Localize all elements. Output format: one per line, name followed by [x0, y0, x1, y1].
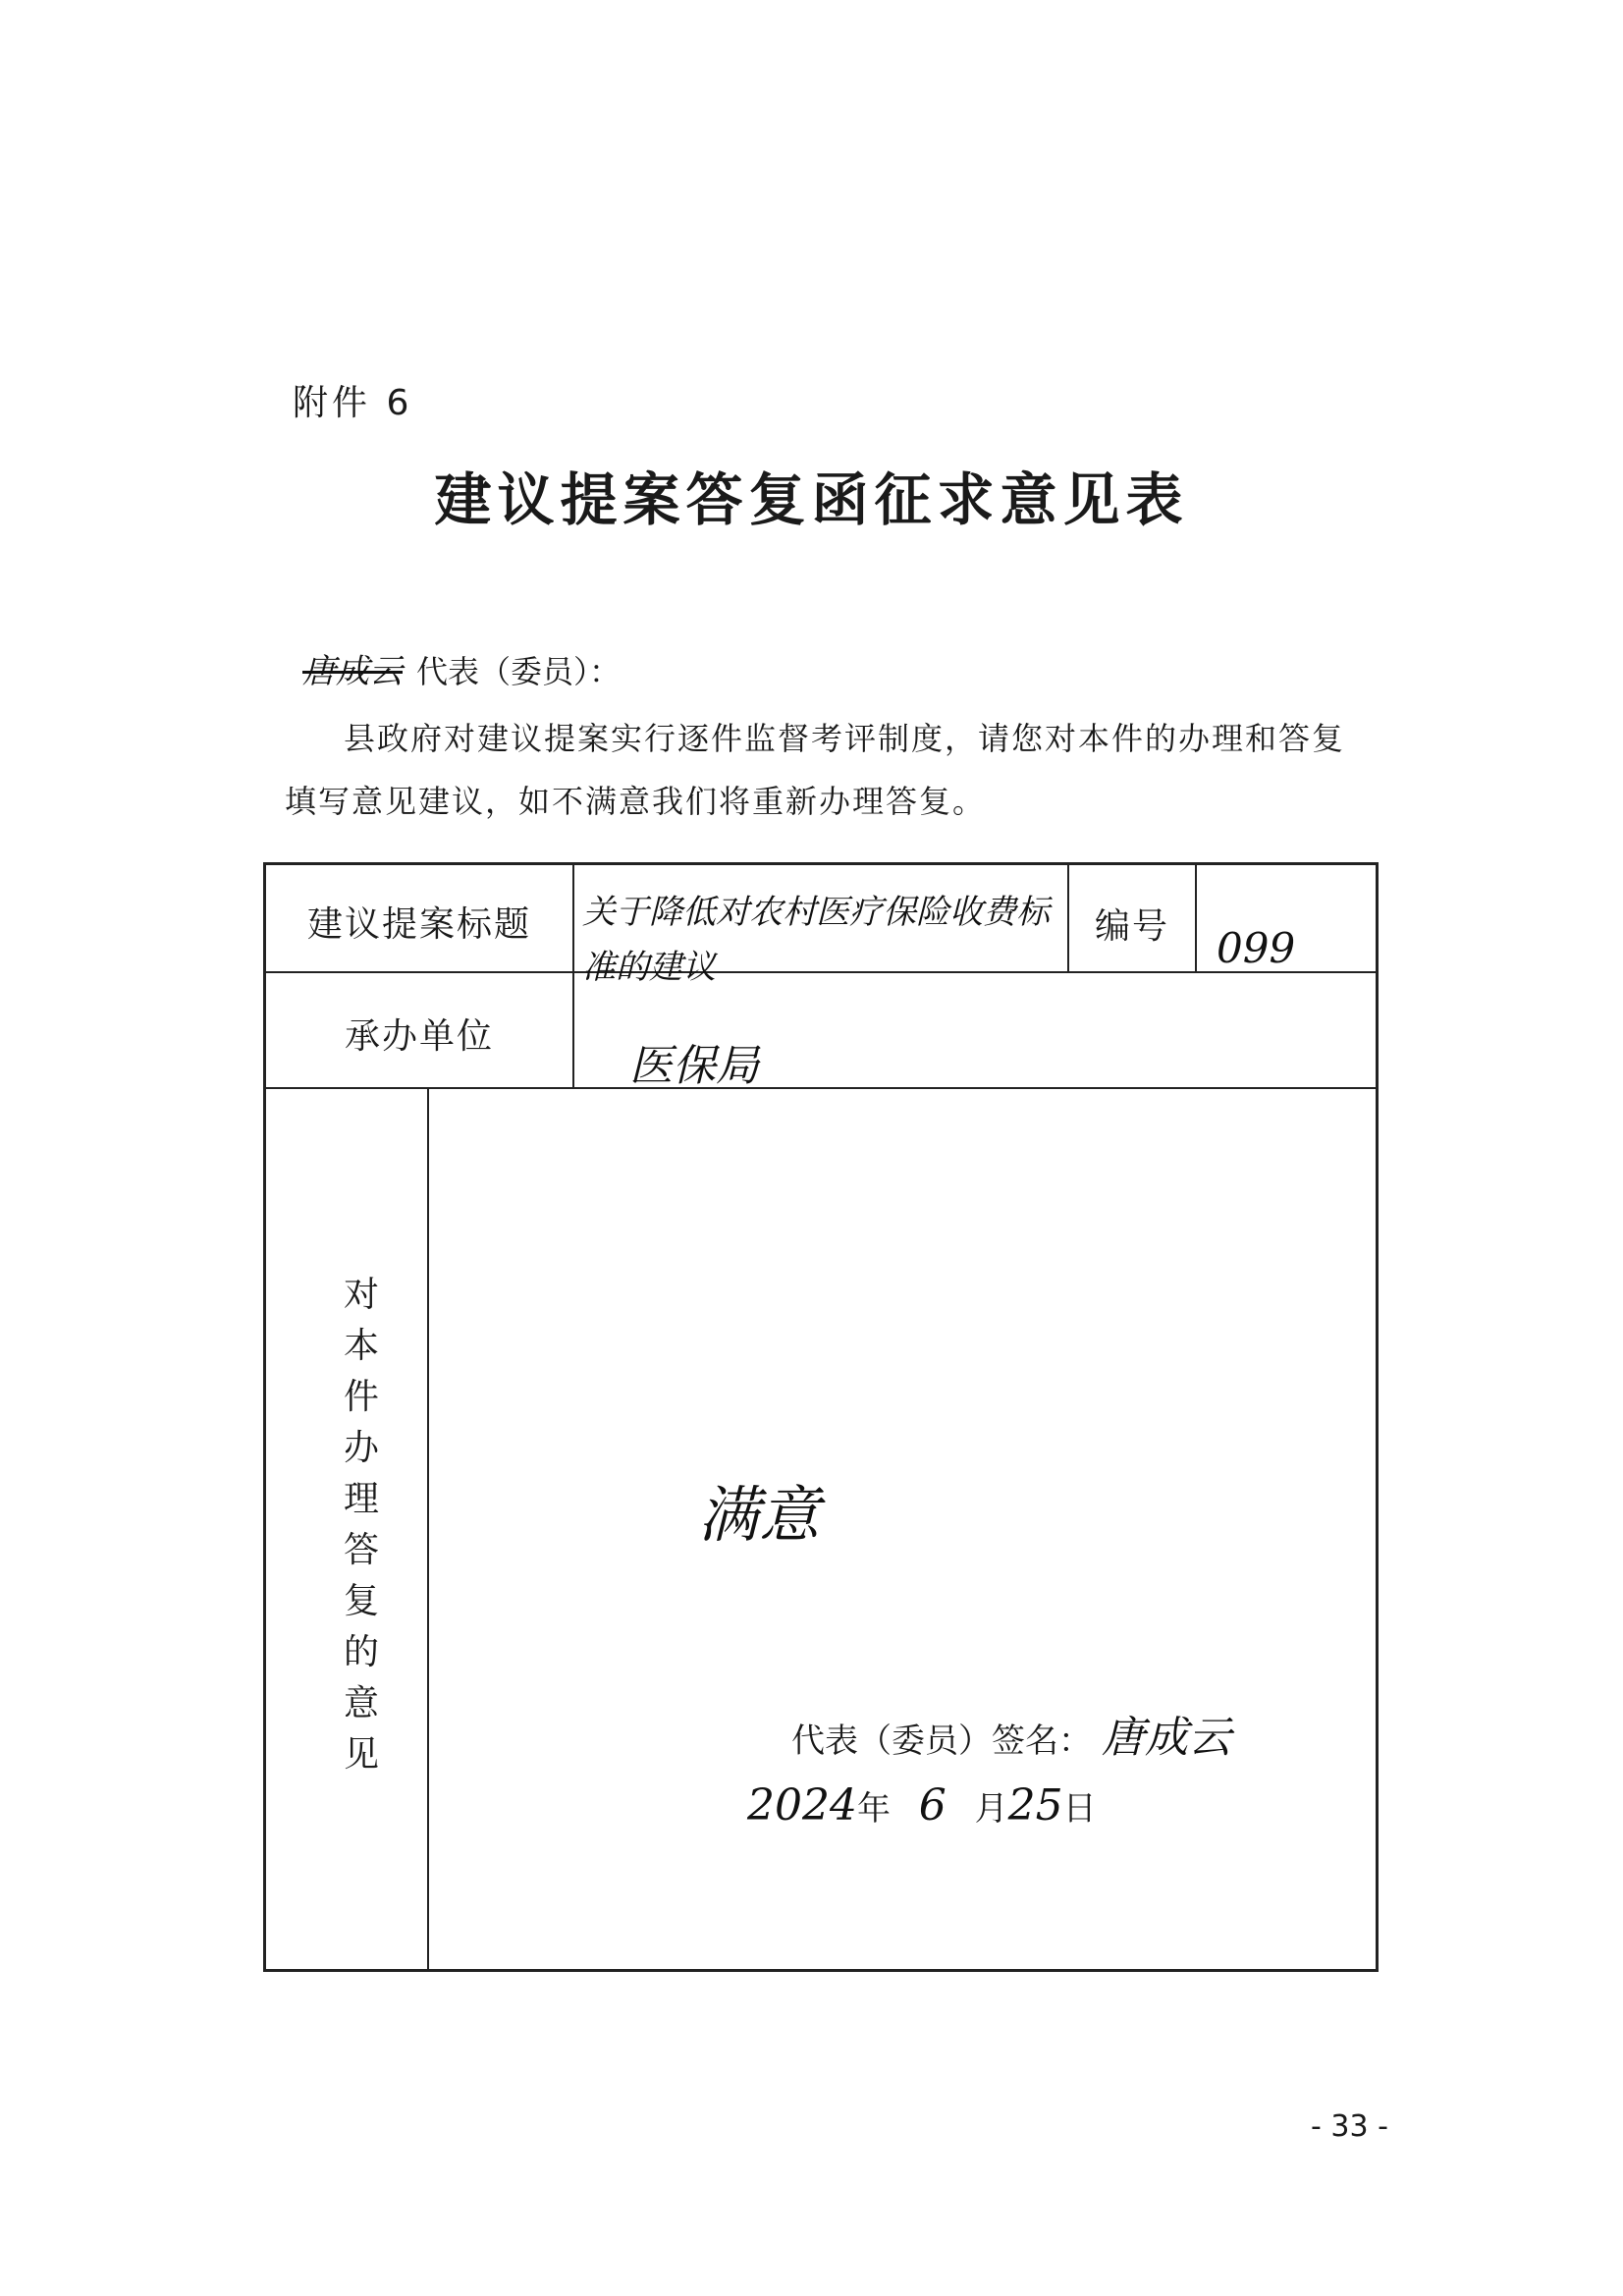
date-year: 2024	[747, 1780, 857, 1831]
date-row	[747, 1780, 1097, 1831]
intro-paragraph	[285, 707, 1384, 833]
number-value: 099	[1217, 924, 1296, 972]
date-month-suffix: 月	[974, 1789, 1008, 1829]
opinion-label: 对本件办理答复的意见	[343, 1275, 379, 1775]
row-divider	[266, 1087, 1376, 1089]
column-divider	[1195, 865, 1197, 971]
date-day: 25	[1007, 1780, 1063, 1831]
opinion-value: 满意	[698, 1479, 821, 1551]
date-day-suffix: 日	[1062, 1789, 1097, 1829]
intro-line-1: 县政府对建议提案实行逐件监督考评制度，请您对本件的办理和答复	[344, 720, 1346, 757]
subject-value: 关于降低对农村医疗保险收费标准的建议	[582, 893, 1050, 987]
page-title: 建议提案答复函征求意见表	[434, 466, 1189, 533]
unit-label: 承办单位	[344, 1016, 494, 1057]
number-label: 编号	[1094, 906, 1169, 947]
page-number: - 33 -	[1311, 2109, 1388, 2144]
subject-label: 建议提案标题	[306, 904, 531, 945]
salutation	[302, 644, 621, 692]
date-month: 6	[918, 1780, 947, 1831]
column-divider	[427, 1087, 429, 1969]
signature-row	[791, 1702, 1231, 1765]
date-year-suffix: 年	[856, 1789, 891, 1829]
unit-value: 医保局	[629, 1041, 759, 1091]
signature-value: 唐成云	[1102, 1713, 1231, 1763]
representative-name: 唐成云	[302, 652, 403, 691]
attachment-label: 附件 6	[293, 383, 413, 423]
intro-line-2: 填写意见建议，如不满意我们将重新办理答复。	[285, 783, 987, 820]
signature-label: 代表（委员）签名：	[791, 1722, 1092, 1761]
salutation-suffix: 代表（委员）：	[416, 653, 622, 690]
column-divider	[572, 865, 574, 1087]
opinion-form-table	[263, 862, 1379, 1972]
